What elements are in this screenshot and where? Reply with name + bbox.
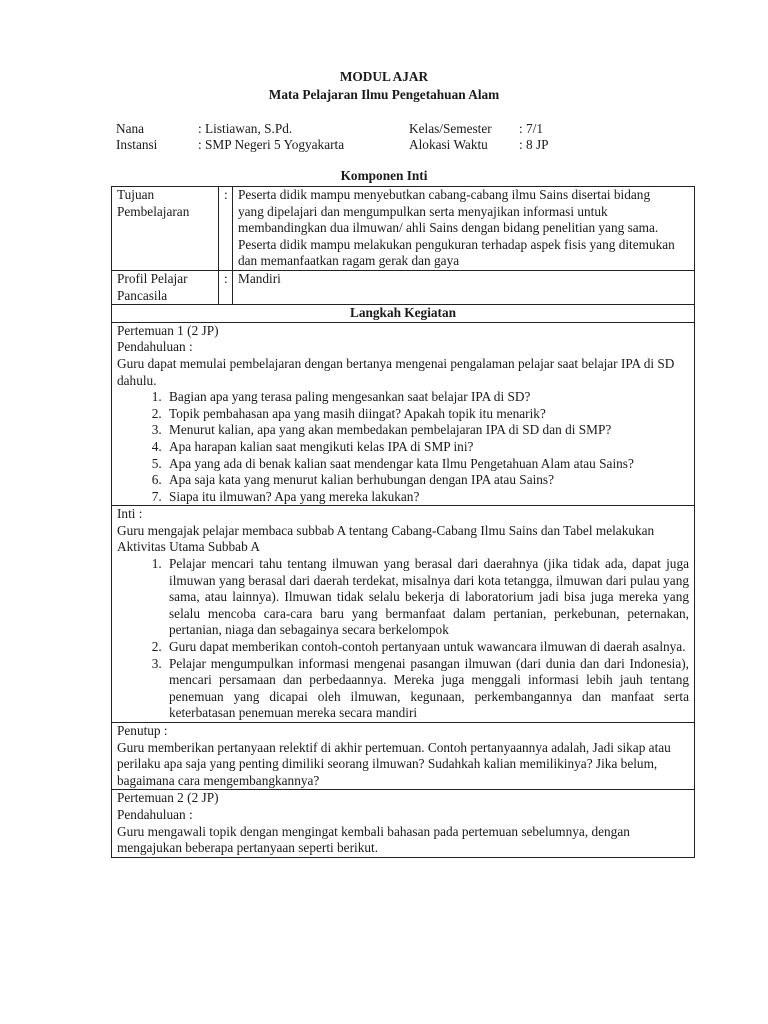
pendahuluan-text: Guru dapat memulai pembelajaran dengan bertanya mengenai pengalaman pelajar saat belajar IPA di SD dahulu.: [117, 355, 675, 388]
profil-row: [112, 270, 695, 304]
kelas-value: : 7/1: [519, 121, 544, 136]
profil-label: Profil Pelajar Pancasila: [112, 270, 219, 304]
pertemuan1-inti-row: [112, 506, 695, 723]
list-item: 1. Bagian apa yang terasa paling mengesankan saat belajar IPA di SD?: [165, 389, 689, 406]
document-subtitle: Mata Pelajaran Ilmu Pengetahuan Alam: [268, 87, 500, 102]
list-item: 3. Pelajar mengumpulkan informasi mengenai pasangan ilmuwan (dari dunia dan dari Indonesia), mencari persamaan dan perbedaannya. Mereka juga menggali informasi lebih jauh tentang penemuan yang dicapai oleh ilmuwan, kegunaan, perkembangannya dan manfaat serta keterbatasan penemuan mereka secara mandiri: [165, 656, 689, 722]
list-item: 7. Siapa itu ilmuwan? Apa yang mereka lakukan?: [165, 489, 689, 506]
inti-step-list: [117, 556, 689, 722]
list-item: 3. Menurut kalian, apa yang akan membedakan pembelajaran IPA di SD dan di SMP?: [165, 422, 689, 439]
document-title: MODUL AJAR: [339, 69, 429, 84]
list-item: 4. Apa harapan kalian saat mengikuti kelas IPA di SMP ini?: [165, 439, 689, 456]
instansi-label: Instansi: [116, 137, 158, 152]
instansi-value: : SMP Negeri 5 Yogyakarta: [198, 137, 345, 152]
tujuan-line-2: yang dipelajari dan mengumpulkan serta menyajikan informasi untuk membandingkan dua ilmuwan/ ahli Sains dengan bidang penelitian yang sama.: [238, 203, 659, 236]
tujuan-line-3: Peserta didik mampu melakukan pengukuran terhadap aspek fisis yang ditemukan dan memanfaatkan ragam gerak dan gaya: [238, 236, 675, 269]
pertemuan2-cell: [112, 790, 695, 857]
penutup-label: Penutup :: [117, 723, 168, 738]
komponen-inti-title: Komponen Inti: [340, 168, 428, 183]
langkah-header-row: [112, 305, 695, 323]
pendahuluan-label: Pendahuluan :: [117, 339, 193, 355]
inti-text: Guru mengajak pelajar membaca subbab A tentang Cabang-Cabang Ilmu Sains dan Tabel melakukan Aktivitas Utama Subbab A: [117, 522, 655, 555]
tujuan-content: [233, 187, 695, 271]
list-item: 6. Apa saja kata yang menurut kalian berhubungan dengan IPA atau Sains?: [165, 472, 689, 489]
tujuan-line-1: Peserta didik mampu menyebutkan cabang-cabang ilmu Sains disertai bidang: [238, 187, 651, 202]
list-item: 2. Guru dapat memberikan contoh-contoh pertanyaan untuk wawancara ilmuwan di daerah asalnya.: [165, 639, 689, 656]
pertemuan2-pendahuluan-text: Guru mengawali topik dengan mengingat kembali bahasan pada pertemuan sebelumnya, dengan mengajukan beberapa pertanyaan seperti berikut.: [117, 823, 630, 856]
tujuan-row: [112, 187, 695, 271]
nama-label: Nana: [116, 121, 145, 136]
pertemuan2-row: [112, 790, 695, 857]
pertemuan1-penutup-cell: [112, 723, 695, 790]
list-item: 1. Pelajar mencari tahu tentang ilmuwan yang berasal dari daerahnya (jika tidak ada, dapat juga ilmuwan yang berasal dari daerah terdekat, misalnya dari kota tetangga, ilmuwan dari pulau yang sama, atau lainnya). Ilmuwan tidak selalu bekerja di laboratorium jadi bisa juga mereka yang selalu mencoba cara-cara baru yang bermanfaat dalam pertanian, perkebunan, peternakan, pertanian, niaga dan sebagainya secara berkelompok: [165, 556, 689, 639]
tujuan-colon: :: [219, 187, 233, 271]
pertemuan2-pendahuluan-label: Pendahuluan :: [117, 806, 193, 822]
kelas-label: Kelas/Semester: [409, 121, 492, 136]
inti-label: Inti :: [117, 506, 143, 522]
pertemuan1-pendahuluan-row: [112, 322, 695, 506]
tujuan-label: Tujuan Pembelajaran: [112, 187, 219, 271]
profil-value: Mandiri: [233, 270, 695, 304]
list-item: 2. Topik pembahasan apa yang masih diingat? Apakah topik itu menarik?: [165, 406, 689, 423]
profil-colon: :: [219, 270, 233, 304]
alokasi-label: Alokasi Waktu: [409, 137, 488, 152]
langkah-title: Langkah Kegiatan: [112, 305, 695, 323]
pertemuan1-inti-cell: [112, 506, 695, 723]
pertemuan1-heading: Pertemuan 1 (2 JP): [117, 322, 219, 338]
komponen-table: [111, 186, 695, 858]
alokasi-value: : 8 JP: [519, 137, 549, 152]
list-item: 5. Apa yang ada di benak kalian saat mendengar kata Ilmu Pengetahuan Alam atau Sains?: [165, 456, 689, 473]
question-list: [117, 389, 689, 505]
pertemuan1-pendahuluan-cell: [112, 322, 695, 506]
pertemuan2-heading: Pertemuan 2 (2 JP): [117, 790, 219, 806]
penutup-text: Guru memberikan pertanyaan relektif di akhir pertemuan. Contoh pertanyaannya adalah, Jadi sikap atau perilaku apa saja yang penting dimiliki seorang ilmuwan? Sudahkah kalian memilikinya? Jika belum, bagaimana cara mengembangkannya?: [117, 739, 671, 788]
nama-value: : Listiawan, S.Pd.: [198, 121, 293, 136]
pertemuan1-penutup-row: [112, 723, 695, 790]
